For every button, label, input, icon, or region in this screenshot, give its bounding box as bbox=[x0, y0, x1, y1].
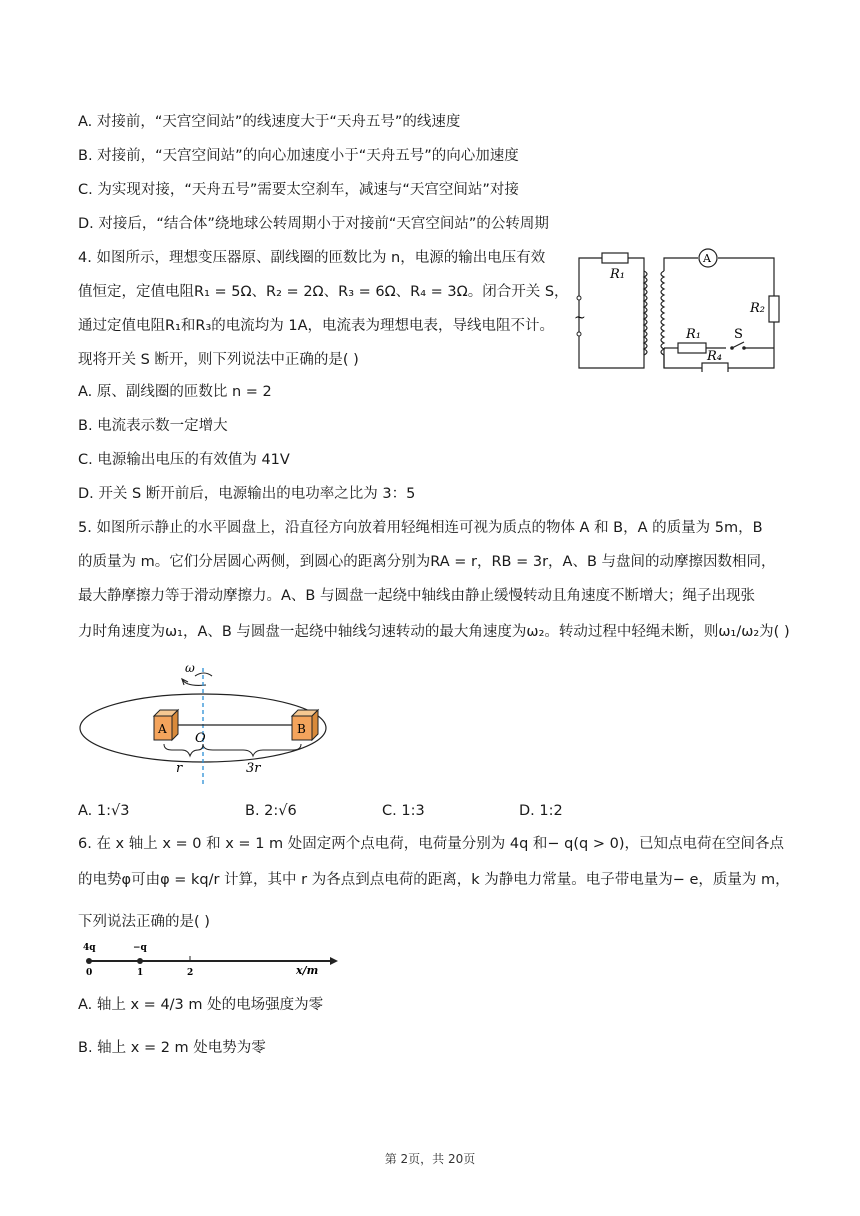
q4-stem-line2: 值恒定，定值电阻R₁ = 5Ω、R₂ = 2Ω、R₃ = 6Ω、R₄ = 3Ω。闭合开关 S， bbox=[78, 284, 569, 300]
q3-option-a: A. 对接前，“天宫空间站”的线速度大于“天舟五号”的线速度 bbox=[78, 114, 461, 130]
q5-stem-line2: 的质量为 m。它们分居圆心两侧，到圆心的距离分别为RA = r，RB = 3r，A、B 与盘间的动摩擦因数相同， bbox=[78, 554, 776, 570]
q4-option-c: C. 电源输出电压的有效值为 41V bbox=[78, 452, 290, 468]
q5-option-d: D. 1:2 bbox=[519, 803, 563, 819]
q4-circuit-diagram bbox=[574, 246, 784, 372]
q6-stem-line2: 的电势φ可由φ = kq/r 计算，其中 r 为各点到点电荷的距离，k 为静电力常量。电子带电量为− e，质量为 m， bbox=[78, 872, 790, 888]
q5-stem-line3: 最大静摩擦力等于滑动摩擦力。A、B 与圆盘一起绕中轴线由静止缓慢转动且角速度不断增大；绳子出现张 bbox=[78, 588, 755, 604]
q6-stem-line1: 6. 在 x 轴上 x = 0 和 x = 1 m 处固定两个点电荷，电荷量分别为 4q 和− q(q > 0)，已知点电荷在空间各点 bbox=[78, 836, 784, 852]
block-a-label: A bbox=[158, 722, 167, 736]
ac-source-symbol: ~ bbox=[574, 310, 586, 326]
q4-option-b: B. 电流表示数一定增大 bbox=[78, 418, 228, 434]
label-r4: R₄ bbox=[707, 349, 722, 364]
tick-2-label: 2 bbox=[187, 968, 194, 978]
q4-option-d: D. 开关 S 断开前后，电源输出的电功率之比为 3：5 bbox=[78, 486, 416, 502]
label-switch: S bbox=[734, 327, 743, 342]
q3-option-d: D. 对接后，“结合体”绕地球公转周期小于对接前“天宫空间站”的公转周期 bbox=[78, 216, 549, 232]
q5-option-a: A. 1:√3 bbox=[78, 803, 130, 819]
q5-stem-line4: 力时角速度为ω₁，A、B 与圆盘一起绕中轴线匀速转动的最大角速度为ω₂。转动过程中轻绳未断，则ω₁/ω₂为( ) bbox=[78, 624, 790, 640]
ammeter-label: A bbox=[703, 252, 711, 265]
axis-x-label: x/m bbox=[296, 964, 319, 977]
distance-r-label: r bbox=[176, 761, 183, 776]
q6-axis-diagram bbox=[78, 938, 338, 978]
center-o-label: O bbox=[195, 731, 206, 746]
tick-0-label: 0 bbox=[86, 968, 93, 978]
q3-option-b: B. 对接前，“天宫空间站”的向心加速度小于“天舟五号”的向心加速度 bbox=[78, 148, 519, 164]
charge-minus-q-label: −q bbox=[133, 943, 147, 953]
q4-stem-line3: 通过定值电阻R₁和R₃的电流均为 1A，电流表为理想电表，导线电阻不计。 bbox=[78, 318, 555, 334]
charge-4q-label: 4q bbox=[83, 943, 96, 953]
q4-option-a: A. 原、副线圈的匝数比 n = 2 bbox=[78, 384, 272, 400]
block-b-label: B bbox=[297, 722, 306, 736]
distance-3r-label: 3r bbox=[246, 761, 261, 776]
q4-stem-line1: 4. 如图所示，理想变压器原、副线圈的匝数比为 n，电源的输出电压有效 bbox=[78, 250, 546, 266]
tick-1-label: 1 bbox=[137, 968, 144, 978]
q6-option-a: A. 轴上 x = 4/3 m 处的电场强度为零 bbox=[78, 997, 324, 1013]
label-r2: R₂ bbox=[750, 301, 765, 316]
q3-option-c: C. 为实现对接，“天舟五号”需要太空刹车，减速与“天宫空间站”对接 bbox=[78, 182, 519, 198]
label-r1-secondary: R₁ bbox=[686, 327, 701, 342]
page-footer: 第 2页，共 20页 bbox=[384, 1152, 476, 1166]
q6-option-b: B. 轴上 x = 2 m 处电势为零 bbox=[78, 1040, 266, 1056]
q4-stem-line4: 现将开关 S 断开，则下列说法中正确的是( ) bbox=[78, 352, 359, 368]
q6-stem-line3: 下列说法正确的是( ) bbox=[78, 914, 210, 930]
label-r1-primary: R₁ bbox=[610, 267, 625, 282]
q5-option-b: B. 2:√6 bbox=[245, 803, 297, 819]
omega-label: ω bbox=[185, 661, 195, 675]
q5-stem-line1: 5. 如图所示静止的水平圆盘上，沿直径方向放着用轻绳相连可视为质点的物体 A 和 B，A 的质量为 5m，B bbox=[78, 520, 763, 536]
q5-rotating-disk-diagram bbox=[78, 660, 338, 786]
q5-option-c: C. 1:3 bbox=[382, 803, 425, 819]
